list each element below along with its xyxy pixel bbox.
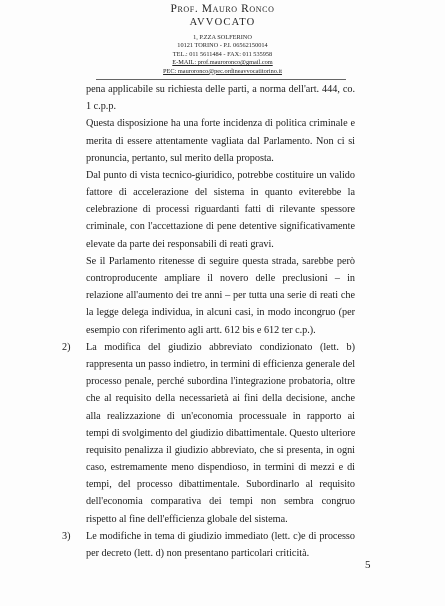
text-line: esempio con riferimento agli artt. 612 bis e 612 ter c.p.). — [86, 325, 316, 336]
text-line: per decreto (lett. d) non presentano particolari criticità. — [86, 548, 310, 559]
text-line: pena applicabile su richiesta delle parti, a norma dell'art. 444, co. — [86, 84, 355, 95]
list-item-number: 2) — [62, 342, 71, 353]
text-line: controproducente ampliare il novero delle preclusioni – in — [86, 273, 355, 284]
text-line: fattore di accelerazione del sistema in quanto eviterebbe la — [86, 187, 355, 198]
text-line: tempi, del processo dibattimentale. Subordinarlo al requisito — [86, 479, 355, 490]
city-vat-line: 10121 TORINO - P.I. 06562150014 — [177, 42, 268, 50]
text-line: la legge delega individua, in alcuni casi, in modo incongruo (per — [86, 307, 355, 318]
text-line: caso, estremamente meno dispendioso, in termini di mezzi e di — [86, 462, 355, 473]
page-number: 5 — [365, 559, 371, 571]
phone-fax-line: TEL.: 011 5611484 - FAX: 011 535958 — [172, 50, 273, 58]
author-title: AVVOCATO — [189, 17, 256, 28]
text-line: che al requisito della necessarietà ai fini della decisione, anche — [86, 393, 355, 404]
author-name: Prof. Mauro Ronco — [170, 3, 275, 15]
text-line: dell'economia comparativa dei tempi non sembra congruo — [86, 496, 355, 507]
text-line: 1 c.p.p. — [86, 101, 116, 112]
text-line: Se il Parlamento ritenesse di seguire questa strada, sarebbe però — [86, 256, 355, 267]
text-line: tempi di svolgimento del giudizio dibattimentale. Questo ulteriore — [86, 428, 356, 439]
text-line: La modifica del giudizio abbreviato condizionato (lett. b) — [86, 342, 355, 353]
text-line: relazione all'aumento dei tre anni – per tutta una serie di reati che — [86, 290, 355, 301]
address-line: 1, P.ZZA SOLFERINO — [193, 34, 252, 41]
text-line: rappresenta un passo indietro, in termini di efficienza generale del — [86, 359, 356, 370]
pec-line: PEC: mauroronco@pec.ordineavvocatitorino.it — [163, 67, 282, 75]
text-line: Le modifiche in tema di giudizio immediato (lett. c)e di processo — [86, 531, 355, 542]
text-line: alla realizzazione di un'economia processuale in rapporto ai — [86, 411, 355, 422]
email-line: E-MAIL: prof.mauroronco@gmail.com — [172, 59, 273, 67]
text-line: merita di essere attentamente vagliata dal Parlamento. Non ci si — [86, 136, 355, 147]
text-line: pronuncia, pertanto, sul merito della proposta. — [86, 153, 274, 164]
text-line: rispetto al fine dell'efficienza globale del sistema. — [86, 514, 288, 525]
list-item-number: 3) — [62, 531, 71, 542]
text-line: Dal punto di vista tecnico-giuridico, potrebbe costituire un valido — [86, 170, 355, 181]
text-line: elevate da parte dei responsabili di reati gravi. — [86, 239, 274, 250]
text-line: Questa disposizione ha una forte incidenza di politica criminale e — [86, 118, 355, 129]
text-line: requisito penalizza il giudizio abbreviato, che si presenta, in ogni — [86, 445, 355, 456]
text-line: processo penale, perché subordina l'integrazione probatoria, oltre — [86, 376, 355, 387]
text-line: criminale, con l'accettazione di pene detentive significativamente — [86, 221, 355, 232]
text-line: celebrazione di processi riguardanti fatti di rilevante spessore — [86, 204, 355, 215]
